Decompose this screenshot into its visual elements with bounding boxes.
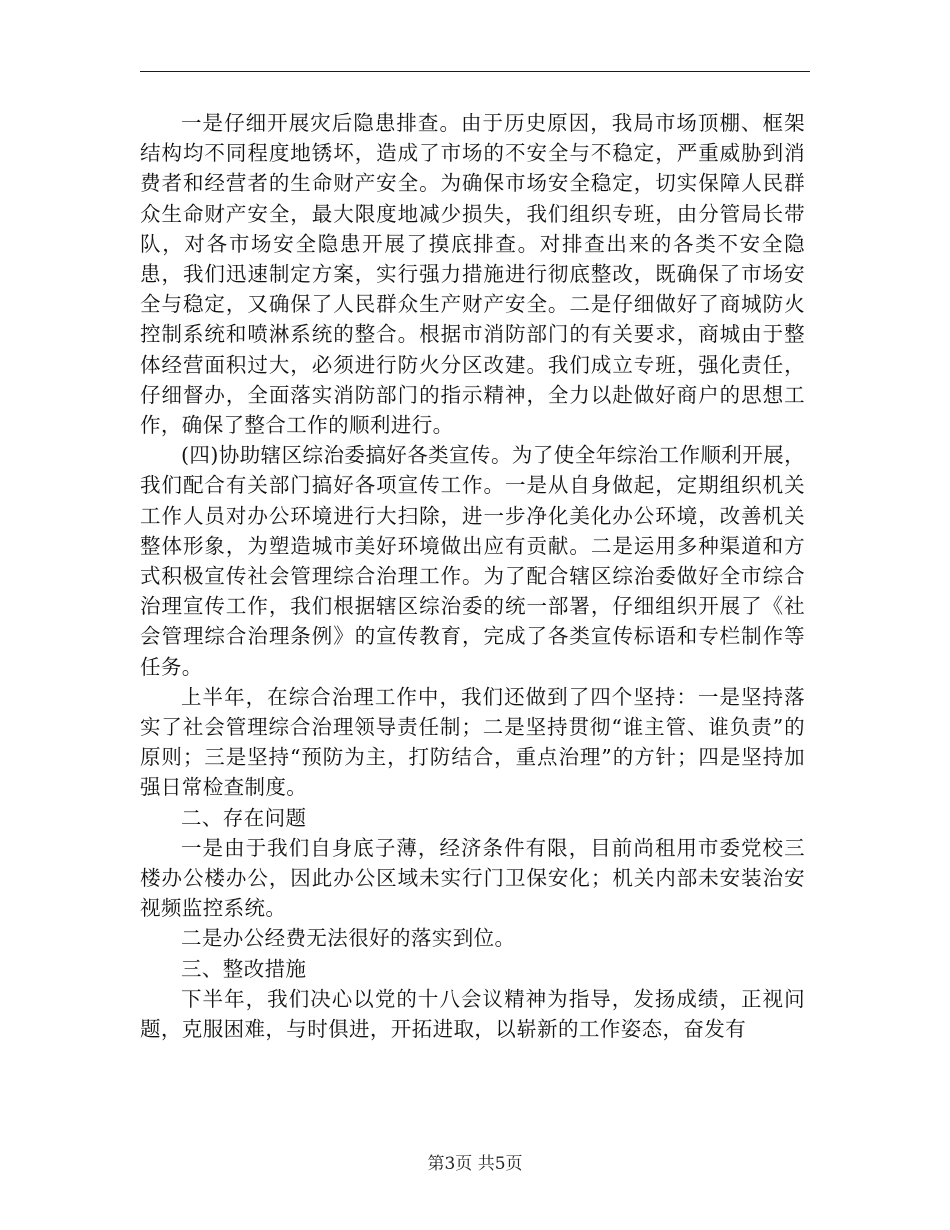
paragraph-disaster-inspection: 一是仔细开展灾后隐患排查。由于历史原因，我局市场顶棚、框架结构均不同程度地锈坏，造成了市场的不安全与不稳定，严重威胁到消费者和经营者的生命财产安全。为确保市场安全稳定，切实保障人民群众生命财产安全，最大限度地减少损失，我们组织专班，由分管局长带队，对各市场安全隐患开展了摸底排查。对排查出来的各类不安全隐患，我们迅速制定方案，实行强力措施进行彻底整改，既确保了市场安全与稳定，又确保了人民群众生产财产安全。二是仔细做好了商城防火控制系统和喷淋系统的整合。根据市消防部门的有关要求，商城由于整体经营面积过大，必须进行防火分区改建。我们成立专班，强化责任，仔细督办，全面落实消防部门的指示精神，全力以赴做好商户的思想工作，确保了整合工作的顺利进行。 bbox=[140, 111, 805, 438]
paragraph-problem-one: 一是由于我们自身底子薄，经济条件有限，目前尚租用市委党校三楼办公楼办公，因此办公区域未实行门卫保安化；机关内部未安装治安视频监控系统。 bbox=[140, 835, 805, 921]
footer-current-page: 3 bbox=[444, 1154, 456, 1174]
paragraph-problem-two: 二是办公经费无法很好的落实到位。 bbox=[181, 926, 516, 951]
footer-suffix: 页 bbox=[505, 1154, 523, 1174]
paragraph-four-persistences: 上半年，在综合治理工作中，我们还做到了四个坚持：一是坚持落实了社会管理综合治理领导责任制；二是坚持贯彻“谁主管、谁负责”的原则；三是坚持“预防为主，打防结合，重点治理”的方针；四是坚持加强日常检查制度。 bbox=[140, 684, 805, 800]
section-heading-measures: 三、整改措施 bbox=[181, 956, 307, 981]
header-rule bbox=[140, 71, 810, 72]
footer-prefix: 第 bbox=[427, 1154, 445, 1174]
document-body bbox=[140, 108, 805, 1044]
section-heading-problems: 二、存在问题 bbox=[181, 805, 307, 830]
footer-total-pages: 5 bbox=[494, 1154, 506, 1174]
paragraph-second-half: 下半年，我们决心以党的十八会议精神为指导，发扬成绩，正视问题，克服困难，与时俱进，开拓进取，以崭新的工作姿态，奋发有 bbox=[140, 986, 805, 1042]
paragraph-publicity: (四)协助辖区综治委搞好各类宣传。为了使全年综治工作顺利开展，我们配合有关部门搞好各项宣传工作。一是从自身做起，定期组织机关工作人员对办公环境进行大扫除，进一步净化美化办公环境，改善机关整体形象，为塑造城市美好环境做出应有贡献。二是运用多种渠道和方式积极宣传社会管理综合治理工作。为了配合辖区综治委做好全市综合治理宣传工作，我们根据辖区综治委的统一部署，仔细组织开展了《社会管理综合治理条例》的宣传教育，完成了各类宣传标语和专栏制作等任务。 bbox=[140, 443, 805, 679]
footer-middle: 页 共 bbox=[455, 1154, 495, 1174]
page-footer bbox=[0, 1153, 950, 1175]
